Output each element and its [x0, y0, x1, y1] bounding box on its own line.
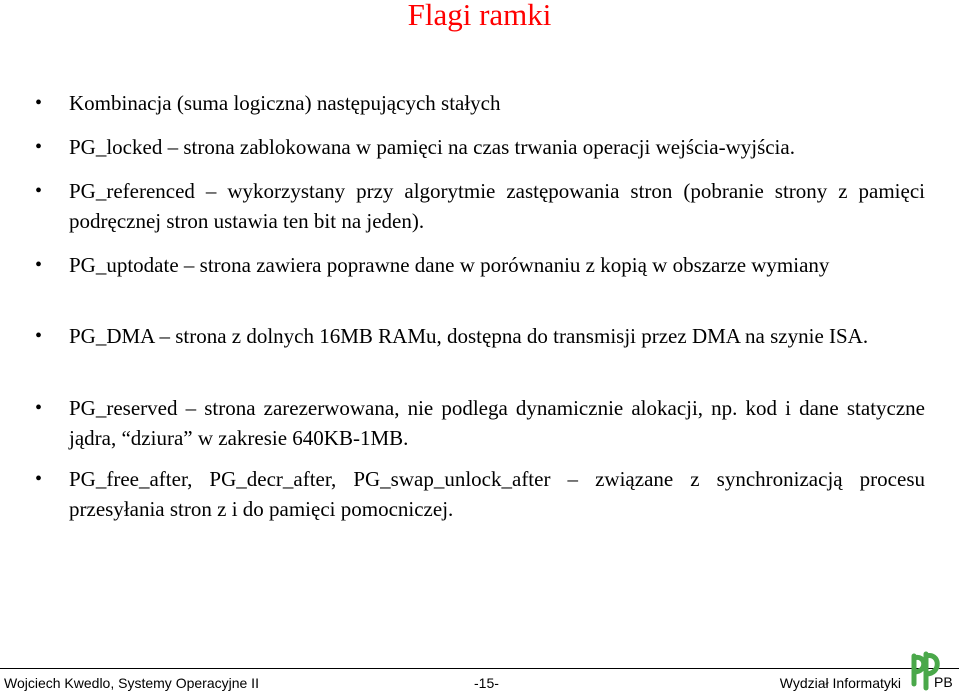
bullet-text: PG_locked – strona zablokowana w pamięci na czas trwania operacji wejścia-wyjścia. [69, 135, 795, 159]
bullet-text: Kombinacja (suma logiczna) następujących stałych [69, 91, 501, 115]
bullet-text: PG_referenced – wykorzystany przy algorytmie zastępowania stron (pobranie strony z pamięci podręcznej stron ustawia ten bit na jeden). [69, 179, 925, 233]
bullet-text: PG_uptodate – strona zawiera poprawne dane w porównaniu z kopią w obszarze wymiany [69, 253, 830, 277]
page-number: -15- [474, 675, 499, 691]
list-item [35, 176, 925, 236]
bullet-dot-icon: • [35, 325, 43, 347]
list-item [35, 250, 925, 280]
slide-title: Flagi ramki [407, 0, 552, 32]
bullet-dot-icon: • [35, 136, 43, 158]
bullet-text: PG_free_after, PG_decr_after, PG_swap_unlock_after – związane z synchronizacją procesu przesyłania stron z i do pamięci pomocniczej. [69, 467, 925, 521]
list-item [35, 393, 925, 453]
slide-footer [0, 668, 959, 694]
footer-author: Wojciech Kwedlo, Systemy Operacyjne II [4, 675, 259, 691]
footer-faculty: Wydział Informatyki [779, 675, 901, 691]
list-item [35, 464, 925, 524]
bullet-text: PG_DMA – strona z dolnych 16MB RAMu, dostępna do transmisji przez DMA na szynie ISA. [69, 324, 869, 348]
bullet-dot-icon: • [35, 468, 43, 490]
bullet-dot-icon: • [35, 180, 43, 202]
bullet-dot-icon: • [35, 254, 43, 276]
bullet-dot-icon: • [35, 397, 43, 419]
bullet-dot-icon: • [35, 92, 43, 114]
bullet-text: PG_reserved – strona zarezerwowana, nie podlega dynamicznie alokacji, np. kod i dane statyczne jądra, “dziura” w zakresie 640KB-1MB. [69, 396, 925, 450]
list-item [35, 321, 925, 351]
list-item [35, 132, 925, 162]
list-item [35, 88, 925, 118]
logo-label: PB [934, 674, 953, 690]
